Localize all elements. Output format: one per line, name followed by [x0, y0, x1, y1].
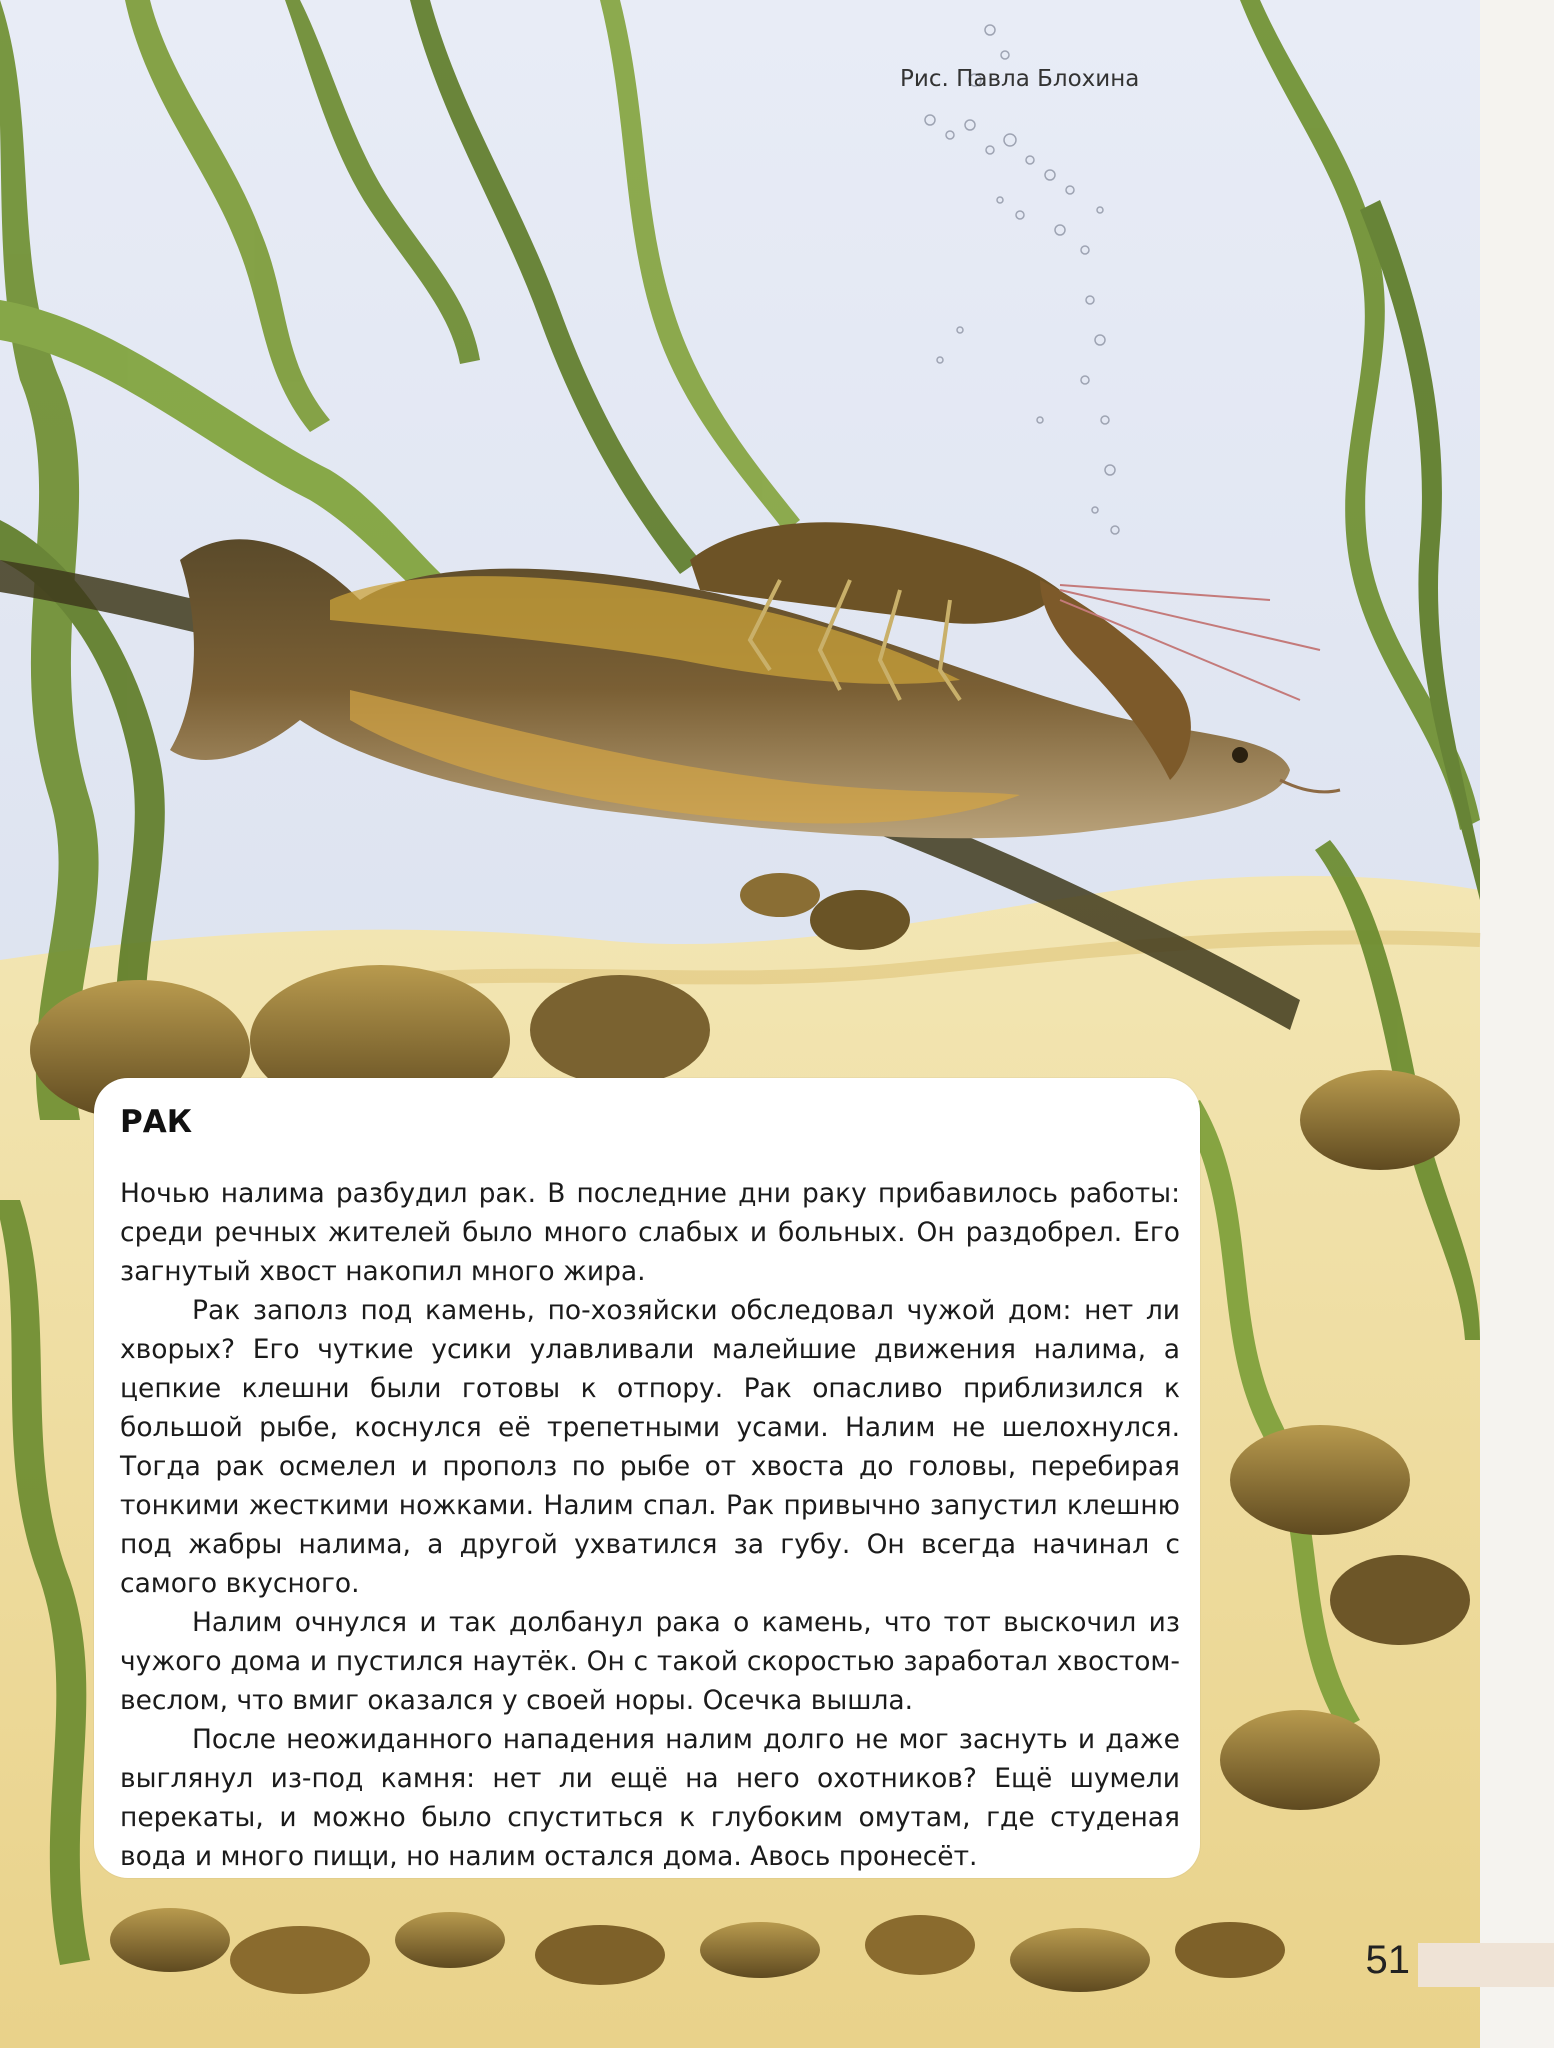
- story-title: РАК: [120, 1104, 193, 1140]
- story-paragraph: После неожиданного нападения налим долго не мог заснуть и даже выглянул из-под камня: нет ли ещё на него охотников? Ещё шумели перекаты, и можно было спуститься к глубоким омутам, где студеная вода и много пищи, но налим остался дома. Авось пронесёт.: [120, 1724, 1180, 1872]
- story-card: [94, 1078, 1200, 1878]
- story-paragraph: Ночью налима разбудил рак. В последние дни раку прибавилось работы: среди речных жителей было много слабых и больных. Он раздобрел. Его загнутый хвост накопил много жира.: [120, 1178, 1180, 1287]
- story-paragraph: Налим очнулся и так долбанул рака о камень, что тот выскочил из чужого дома и пустился наутёк. Он с такой скоростью заработал хвостом-веслом, что вмиг оказался у своей норы. Осечка вышла.: [120, 1607, 1180, 1716]
- page-tab: [1418, 1943, 1554, 1987]
- page-margin: [1480, 0, 1554, 2048]
- story-paragraph: Рак заполз под камень, по-хозяйски обследовал чужой дом: нет ли хворых? Его чуткие усики улавливали малейшие движения налима, а цепкие клешни были готовы к отпору. Рак опасливо приблизился к большой рыбе, коснулся её трепетными усами. Налим не шелохнулся. Тогда рак осмелел и прополз по рыбе от хвоста до головы, перебирая тонкими жесткими ножками. Налим спал. Рак привычно запустил клешню под жабры налима, а другой ухватился за губу. Он всегда начинал с самого вкусного.: [120, 1295, 1180, 1599]
- illustration-credit: Рис. Павла Блохина: [900, 66, 1140, 92]
- page-number: 51: [1365, 1938, 1410, 1982]
- story-body: [120, 1174, 1180, 1876]
